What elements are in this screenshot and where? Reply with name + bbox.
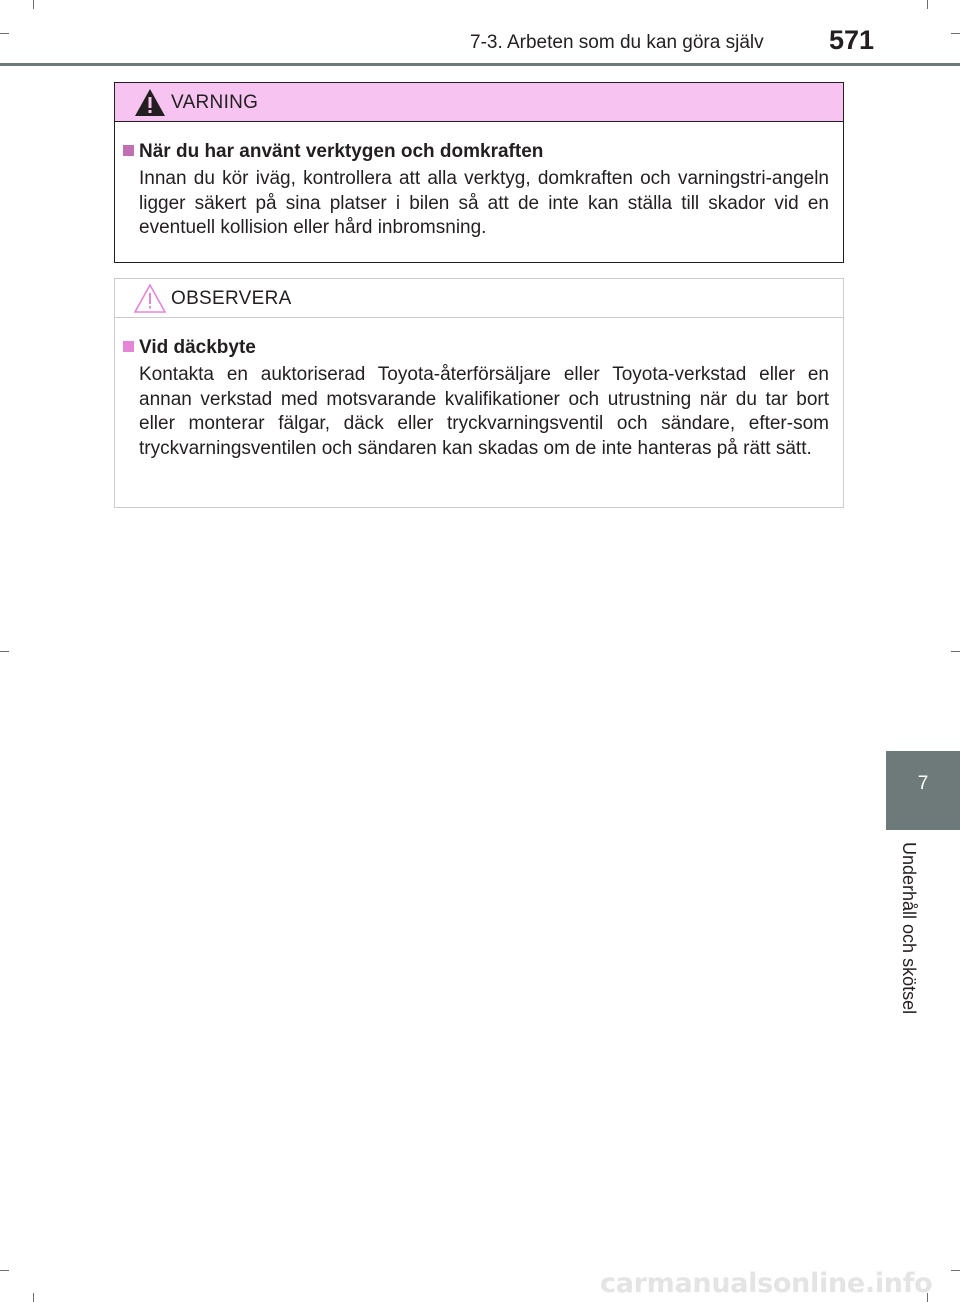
crop-mark (33, 1293, 34, 1302)
crop-mark (951, 651, 960, 652)
bullet-square-icon (123, 145, 134, 156)
crop-mark (951, 1270, 960, 1271)
page-number: 571 (829, 25, 875, 55)
warning-box (114, 82, 844, 263)
warning-item-text: Innan du kör iväg, kontrollera att alla verktyg, domkraften och varningstri-angeln ligger säkert på sina platser i bilen så att de inte kan ställa till skador vid en eventuell kollision eller hård inbromsning. (139, 168, 829, 238)
crop-mark (0, 651, 9, 652)
chapter-number: 7 (917, 773, 929, 794)
caution-item-title (123, 335, 829, 360)
warning-item-title-text: När du har använt verktygen och domkraften (139, 141, 544, 162)
caution-item-title-text: Vid däckbyte (139, 337, 256, 358)
chapter-title: Underhåll och skötsel (899, 842, 919, 1015)
bullet-square-icon (123, 341, 134, 352)
warning-item-title (123, 139, 829, 164)
crop-mark (0, 1270, 9, 1271)
caution-header (115, 279, 843, 318)
caution-item-text: Kontakta en auktoriserad Toyota-återförsäljare eller Toyota-verkstad eller en annan verkstad med motsvarande kvalifikationer och utrustning när du tar bort eller monterar fälgar, däck eller tryckvarningsventil och sändare, efter-som tryckvarningsventilen och sändaren kan skadas om de inte hanteras på rätt sätt. (139, 364, 829, 459)
warning-body (115, 122, 843, 241)
page-header (0, 0, 960, 66)
caution-label: OBSERVERA (171, 288, 292, 309)
chapter-tab[interactable] (886, 751, 960, 830)
caution-box (114, 278, 844, 508)
section-title: 7-3. Arbeten som du kan göra själv (470, 32, 764, 53)
caution-triangle-icon (133, 283, 167, 314)
header-rule (0, 63, 960, 66)
watermark: carmanualsonline.info (600, 1268, 933, 1299)
caution-body (115, 318, 843, 461)
warning-label: VARNING (171, 92, 259, 113)
warning-triangle-icon (133, 87, 167, 118)
warning-header (115, 83, 843, 122)
